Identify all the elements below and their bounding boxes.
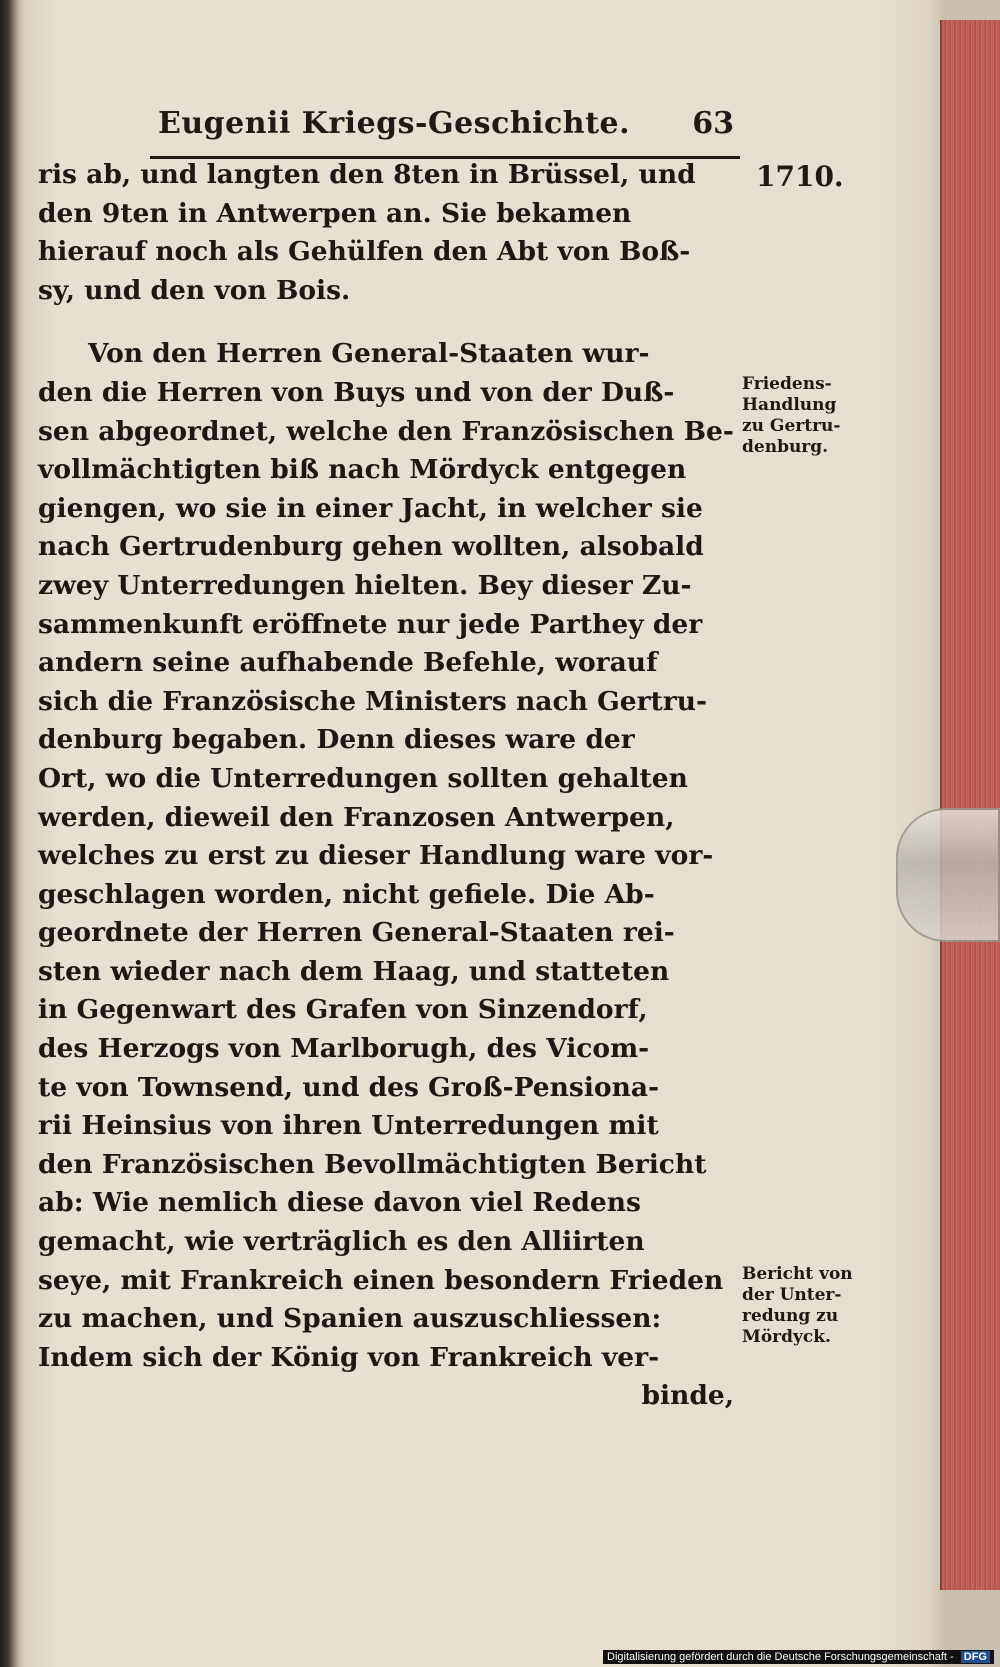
text-line: nach Gertrudenburg gehen wollten, alsobald	[38, 531, 704, 563]
marginal-note-line: Bericht von	[742, 1264, 853, 1284]
text-line: in Gegenwart des Grafen von Sinzendorf,	[38, 994, 648, 1026]
left-page-edge	[0, 0, 22, 1667]
text-line: werden, dieweil den Franzosen Antwerpen,	[38, 801, 675, 833]
marginal-note-peace-negotiation	[742, 374, 840, 458]
running-title: Eugenii Kriegs-Geschichte.	[158, 106, 631, 141]
page	[22, 28, 940, 1608]
text-line: denburg begaben. Denn dieses ware der	[38, 724, 635, 756]
text-line: sen abgeordnet, welche den Französischen Be-	[38, 415, 734, 447]
marginal-note-line: redung zu	[742, 1306, 839, 1326]
marginal-note-line: Friedens-	[742, 374, 832, 394]
marginal-note-line: der Unter-	[742, 1285, 842, 1305]
marginal-note-line: denburg.	[742, 437, 829, 457]
digitization-credit	[603, 1650, 994, 1664]
credit-text: Digitalisierung gefördert durch die Deutsche Forschungsgemeinschaft -	[607, 1651, 954, 1663]
margin-year: 1710.	[756, 160, 844, 193]
text-line: den Französischen Bevollmächtigten Bericht	[38, 1148, 707, 1180]
text-line: des Herzogs von Marlborugh, des Vicom-	[38, 1033, 650, 1065]
marginal-note-line: zu Gertru-	[742, 416, 841, 436]
page-number: 63	[692, 106, 734, 141]
text-line: andern seine aufhabende Befehle, worauf	[38, 647, 658, 679]
text-line: Ort, wo die Unterredungen sollten gehalten	[38, 762, 688, 794]
text-line: den 9ten in Antwerpen an. Sie bekamen	[38, 197, 632, 229]
text-line: hierauf noch als Gehülfen den Abt von Boß-	[38, 236, 691, 268]
red-page-edges	[940, 20, 1000, 1590]
text-line: sich die Französische Ministers nach Gertru-	[38, 685, 708, 717]
text-line: geordnete der Herren General-Staaten rei-	[38, 917, 675, 949]
text-line: rii Heinsius von ihren Unterredungen mit	[38, 1110, 659, 1142]
text-line: zwey Unterredungen hielten. Bey dieser Zu-	[38, 569, 692, 601]
text-line: gemacht, wie verträglich es den Alliirten	[38, 1226, 645, 1258]
paragraph-gap	[38, 310, 738, 335]
text-line: welches zu erst zu dieser Handlung ware vor-	[38, 840, 714, 872]
text-line: Indem sich der König von Frankreich ver-	[38, 1341, 660, 1373]
body-text	[38, 156, 738, 1416]
catchword: binde,	[641, 1380, 734, 1412]
text-line: te von Townsend, und des Groß-Pensiona-	[38, 1071, 660, 1103]
marginal-note-line: Mördyck.	[742, 1327, 831, 1347]
marginal-note-line: Handlung	[742, 395, 837, 415]
running-header	[150, 106, 740, 159]
text-line: sammenkunft eröffnete nur jede Parthey der	[38, 608, 703, 640]
text-line: ab: Wie nemlich diese davon viel Redens	[38, 1187, 641, 1219]
marginal-note-report	[742, 1264, 853, 1348]
text-line: geschlagen worden, nicht gefiele. Die Ab-	[38, 878, 655, 910]
text-line: sy, und den von Bois.	[38, 274, 351, 306]
text-line: sten wieder nach dem Haag, und statteten	[38, 955, 670, 987]
text-line: giengen, wo sie in einer Jacht, in welcher sie	[38, 492, 703, 524]
text-line: seye, mit Frankreich einen besondern Frieden	[38, 1264, 724, 1296]
text-line: den die Herren von Buys und von der Duß-	[38, 376, 675, 408]
text-line: vollmächtigten biß nach Mördyck entgegen	[38, 454, 687, 486]
text-line: ris ab, und langten den 8ten in Brüssel, und	[38, 159, 696, 190]
text-line: zu machen, und Spanien auszuschliessen:	[38, 1303, 662, 1335]
dfg-logo: DFG	[961, 1651, 990, 1663]
text-line: Von den Herren General-Staaten wur-	[88, 338, 650, 370]
